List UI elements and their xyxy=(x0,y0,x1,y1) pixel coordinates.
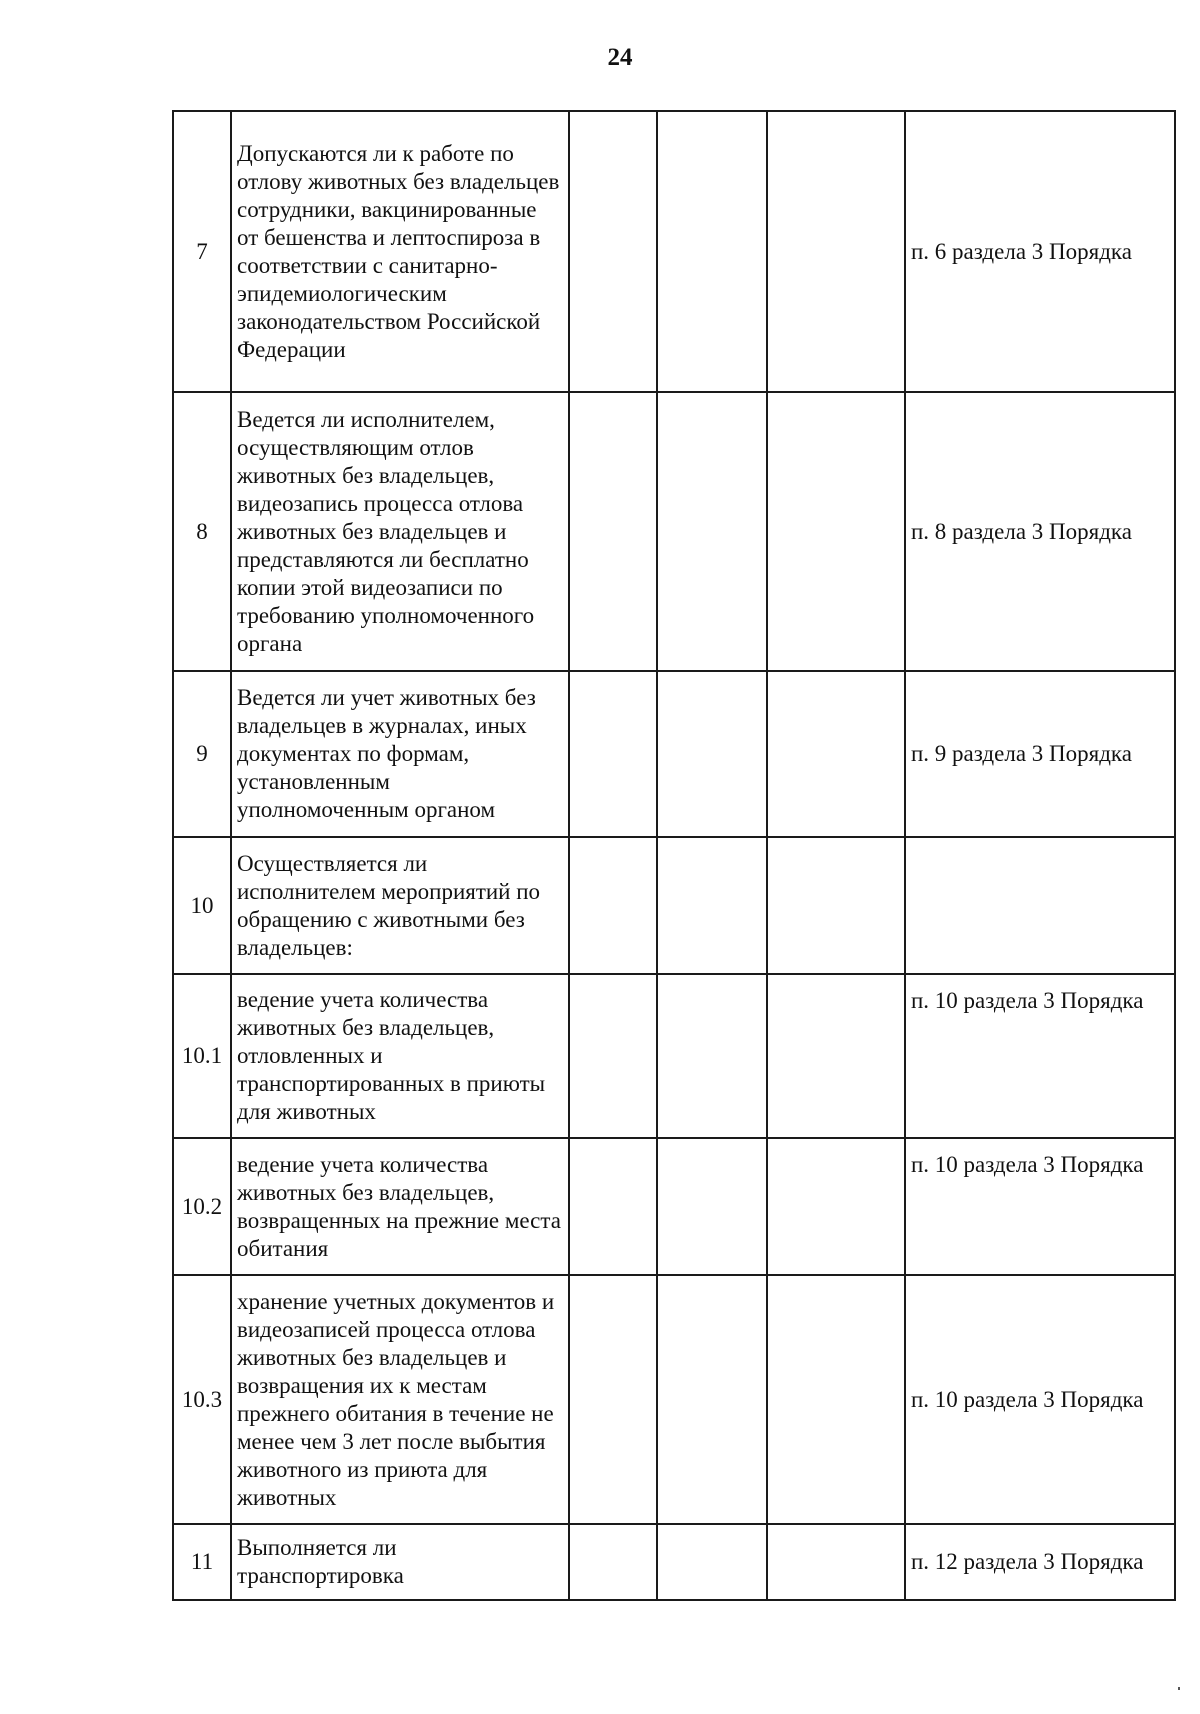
answer-cell-yes[interactable] xyxy=(569,974,657,1138)
answer-cell-na[interactable] xyxy=(767,671,905,837)
row-number: 10.2 xyxy=(173,1138,231,1275)
answer-cell-na[interactable] xyxy=(767,1275,905,1524)
answer-cell-yes[interactable] xyxy=(569,392,657,671)
row-number: 9 xyxy=(173,671,231,837)
answer-cell-yes[interactable] xyxy=(569,837,657,974)
row-reference: п. 10 раздела 3 Порядка xyxy=(905,974,1175,1138)
row-number: 11 xyxy=(173,1524,231,1600)
table-row xyxy=(173,671,1175,837)
row-question: Ведется ли исполнителем, осуществляющим отлов животных без владельцев, видеозапись процесса отлова животных без владельцев и представляются ли бесплатно копии этой видеозаписи по требованию уполномоченного органа xyxy=(231,392,569,671)
scan-speck xyxy=(1178,1687,1180,1690)
answer-cell-na[interactable] xyxy=(767,1524,905,1600)
row-reference: п. 6 раздела 3 Порядка xyxy=(905,111,1175,392)
row-number: 10.3 xyxy=(173,1275,231,1524)
row-number: 7 xyxy=(173,111,231,392)
answer-cell-yes[interactable] xyxy=(569,671,657,837)
answer-cell-no[interactable] xyxy=(657,111,767,392)
table-row xyxy=(173,837,1175,974)
row-number: 10 xyxy=(173,837,231,974)
row-question: Ведется ли учет животных без владельцев в журналах, иных документах по формам, установленным уполномоченным органом xyxy=(231,671,569,837)
answer-cell-na[interactable] xyxy=(767,392,905,671)
answer-cell-yes[interactable] xyxy=(569,1275,657,1524)
row-question: Допускаются ли к работе по отлову животных без владельцев сотрудники, вакцинированные от бешенства и лептоспироза в соответствии с санитарно-эпидемиологическим законодательством Российской Федерации xyxy=(231,111,569,392)
answer-cell-na[interactable] xyxy=(767,1138,905,1275)
row-reference: п. 12 раздела 3 Порядка xyxy=(905,1524,1175,1600)
row-question: Выполняется ли транспортировка xyxy=(231,1524,569,1600)
answer-cell-no[interactable] xyxy=(657,1524,767,1600)
answer-cell-na[interactable] xyxy=(767,837,905,974)
row-question: ведение учета количества животных без владельцев, отловленных и транспортированных в приюты для животных xyxy=(231,974,569,1138)
answer-cell-no[interactable] xyxy=(657,671,767,837)
row-question: хранение учетных документов и видеозаписей процесса отлова животных без владельцев и возвращения их к местам прежнего обитания в течение не менее чем 3 лет после выбытия животного из приюта для животных xyxy=(231,1275,569,1524)
answer-cell-no[interactable] xyxy=(657,974,767,1138)
checklist-table xyxy=(172,110,1176,1601)
table-row xyxy=(173,974,1175,1138)
answer-cell-yes[interactable] xyxy=(569,111,657,392)
answer-cell-no[interactable] xyxy=(657,837,767,974)
answer-cell-yes[interactable] xyxy=(569,1524,657,1600)
row-reference xyxy=(905,837,1175,974)
answer-cell-na[interactable] xyxy=(767,974,905,1138)
table-row xyxy=(173,1524,1175,1600)
answer-cell-no[interactable] xyxy=(657,392,767,671)
row-number: 10.1 xyxy=(173,974,231,1138)
row-reference: п. 10 раздела 3 Порядка xyxy=(905,1138,1175,1275)
row-question: Осуществляется ли исполнителем мероприятий по обращению с животными без владельцев: xyxy=(231,837,569,974)
table-row xyxy=(173,111,1175,392)
row-reference: п. 9 раздела 3 Порядка xyxy=(905,671,1175,837)
row-reference: п. 10 раздела 3 Порядка xyxy=(905,1275,1175,1524)
answer-cell-na[interactable] xyxy=(767,111,905,392)
page-number: 24 xyxy=(607,44,633,71)
answer-cell-no[interactable] xyxy=(657,1138,767,1275)
table-row xyxy=(173,392,1175,671)
table-row xyxy=(173,1275,1175,1524)
answer-cell-yes[interactable] xyxy=(569,1138,657,1275)
answer-cell-no[interactable] xyxy=(657,1275,767,1524)
row-reference: п. 8 раздела 3 Порядка xyxy=(905,392,1175,671)
row-question: ведение учета количества животных без владельцев, возвращенных на прежние места обитания xyxy=(231,1138,569,1275)
table-row xyxy=(173,1138,1175,1275)
row-number: 8 xyxy=(173,392,231,671)
